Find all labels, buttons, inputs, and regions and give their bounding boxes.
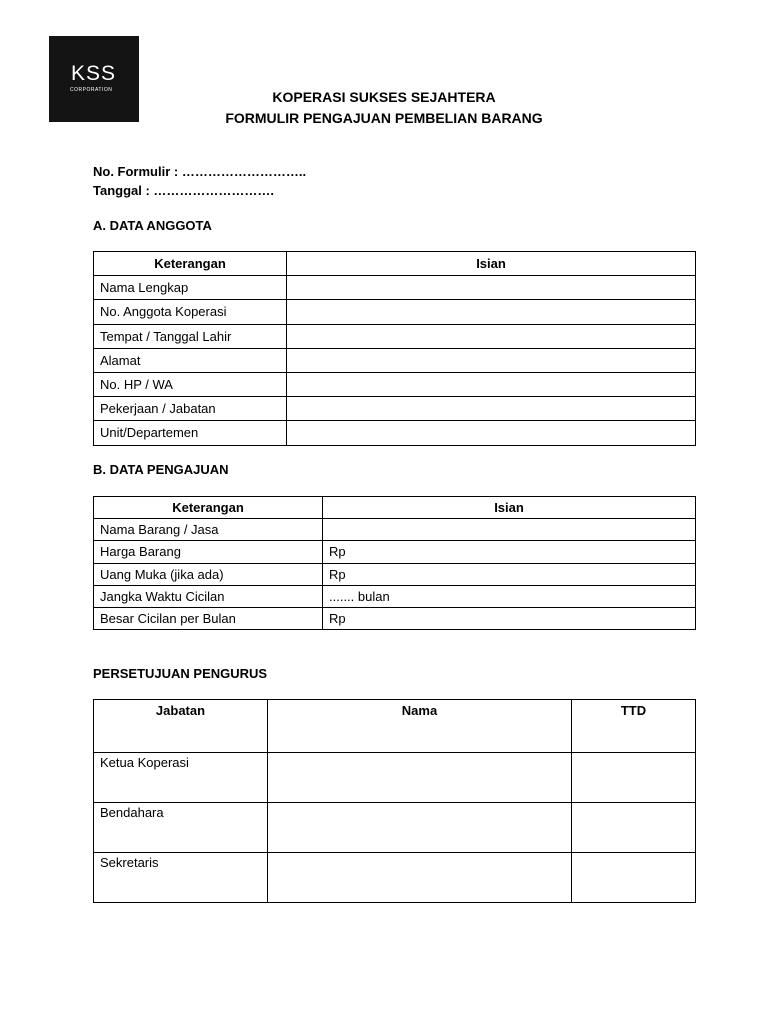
table-row [94,585,696,607]
row-input-cell[interactable] [287,397,696,421]
table-header-row [94,497,696,519]
table-row [94,753,696,803]
row-input-cell[interactable]: Rp [323,563,696,585]
table-row [94,853,696,903]
logo-subtext: CORPORATION [70,87,113,93]
approval-table [93,699,696,903]
column-header-keterangan: Keterangan [94,497,323,519]
row-label: Besar Cicilan per Bulan [94,607,323,629]
row-input-cell[interactable] [287,348,696,372]
row-input-cell[interactable]: Rp [323,607,696,629]
table-row [94,519,696,541]
row-label: Harga Barang [94,541,323,563]
row-input-cell[interactable] [287,324,696,348]
table-row [94,563,696,585]
table-row [94,607,696,629]
column-header-keterangan: Keterangan [94,252,287,276]
table-row [94,397,696,421]
row-label: Pekerjaan / Jabatan [94,397,287,421]
name-input-cell[interactable] [268,753,572,803]
position-label: Sekretaris [94,853,268,903]
logo-mark: KSS [71,62,117,85]
table-header-row [94,252,696,276]
row-input-cell[interactable] [323,519,696,541]
form-number: No. Formulir : ……………………….. [93,164,307,179]
row-label: No. Anggota Koperasi [94,300,287,324]
row-input-cell[interactable]: ....... bulan [323,585,696,607]
organization-title: KOPERASI SUKSES SEJAHTERA [272,89,496,105]
name-input-cell[interactable] [268,853,572,903]
row-input-cell[interactable] [287,372,696,396]
table-header-row [94,700,696,753]
signature-cell[interactable] [572,853,696,903]
form-title: FORMULIR PENGAJUAN PEMBELIAN BARANG [225,110,543,126]
row-input-cell[interactable]: Rp [323,541,696,563]
row-label: Tempat / Tanggal Lahir [94,324,287,348]
approval-heading: PERSETUJUAN PENGURUS [93,666,268,681]
signature-cell[interactable] [572,803,696,853]
row-label: No. HP / WA [94,372,287,396]
row-label: Nama Barang / Jasa [94,519,323,541]
row-label: Uang Muka (jika ada) [94,563,323,585]
row-label: Jangka Waktu Cicilan [94,585,323,607]
position-label: Bendahara [94,803,268,853]
column-header-jabatan: Jabatan [94,700,268,753]
table-row [94,421,696,445]
row-input-cell[interactable] [287,276,696,300]
table-row [94,541,696,563]
table-row [94,803,696,853]
table-row [94,300,696,324]
name-input-cell[interactable] [268,803,572,853]
section-a-heading: A. DATA ANGGOTA [93,218,212,233]
signature-cell[interactable] [572,753,696,803]
column-header-isian: Isian [287,252,696,276]
table-row [94,324,696,348]
table-row [94,276,696,300]
form-date: Tanggal : ………………………. [93,183,275,198]
row-label: Unit/Departemen [94,421,287,445]
application-data-table [93,496,696,630]
table-row [94,348,696,372]
position-label: Ketua Koperasi [94,753,268,803]
row-input-cell[interactable] [287,300,696,324]
column-header-ttd: TTD [572,700,696,753]
row-label: Alamat [94,348,287,372]
row-input-cell[interactable] [287,421,696,445]
table-row [94,372,696,396]
member-data-table [93,251,696,446]
section-b-heading: B. DATA PENGAJUAN [93,462,229,477]
column-header-isian: Isian [323,497,696,519]
column-header-nama: Nama [268,700,572,753]
row-label: Nama Lengkap [94,276,287,300]
